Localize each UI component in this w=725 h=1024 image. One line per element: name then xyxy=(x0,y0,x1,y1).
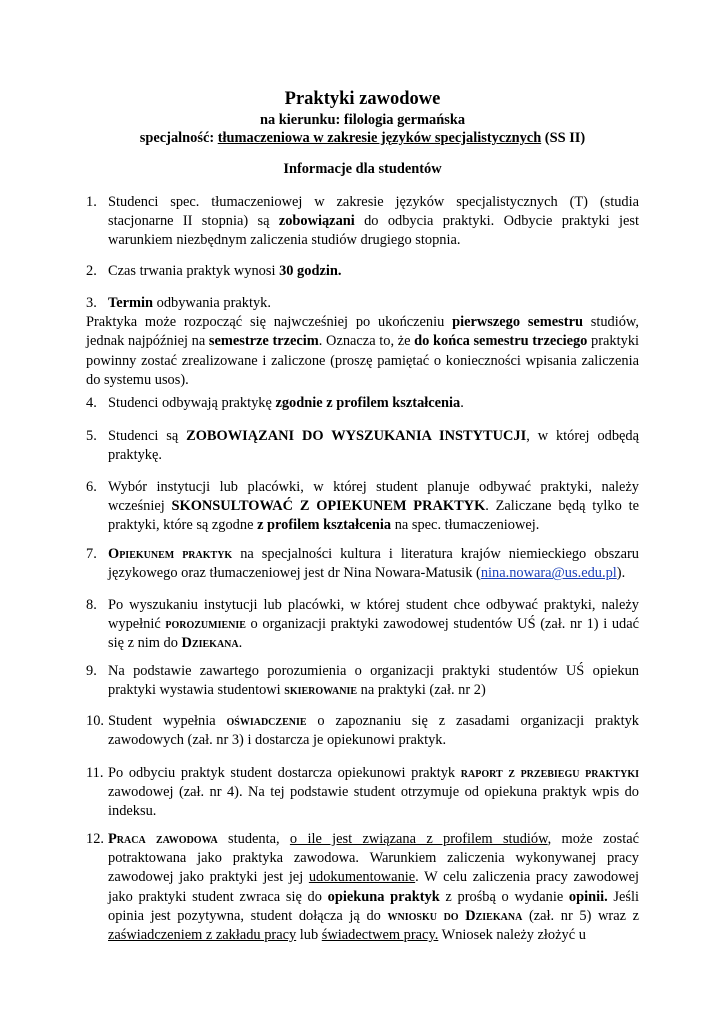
item-text xyxy=(108,545,639,583)
text-run: 30 godzin. xyxy=(279,263,342,279)
text-run: Jeśli opinia jest pozytywna, student dołącza ją do xyxy=(108,888,640,924)
item-number: 6. xyxy=(86,479,97,495)
list-item xyxy=(86,830,639,945)
item-text xyxy=(108,427,639,465)
text-run: Wniosek należy złożyć u xyxy=(438,927,586,944)
item-text xyxy=(108,764,639,822)
text-run: , w której odbędą praktykę. xyxy=(108,428,640,464)
item-number: 3. xyxy=(86,295,97,311)
item-text xyxy=(108,394,639,413)
text-run: . Oznacza to, że xyxy=(318,333,415,350)
text-run: odbywania praktyk. xyxy=(153,295,271,311)
specialization-prefix: specjalność: xyxy=(139,130,218,146)
item-heading xyxy=(86,294,639,313)
text-run: . W celu zaliczenia pracy zawodowej jako praktyki student zwraca się do xyxy=(108,869,639,905)
text-run: Opiekunem praktyk xyxy=(108,546,233,562)
text-run: opiekuna praktyk xyxy=(327,888,440,905)
text-run: Student wypełnia xyxy=(108,713,227,729)
text-run: lub xyxy=(296,927,322,944)
item-text xyxy=(108,193,639,251)
text-run: ZOBOWIĄZANI DO WYSZUKANIA INSTYTUCJI xyxy=(186,428,527,444)
item-number: 4. xyxy=(86,395,97,411)
text-run: skierowanie xyxy=(284,682,358,699)
item-text xyxy=(108,830,639,945)
text-run: wniosku do Dziekana xyxy=(387,907,523,924)
item-number: 11. xyxy=(86,765,104,781)
text-run: zobowiązani xyxy=(278,213,355,230)
list-item xyxy=(86,596,639,654)
list-item xyxy=(86,478,639,536)
text-run: Dziekana xyxy=(181,635,239,652)
text-run: . xyxy=(238,635,243,652)
item-number: 2. xyxy=(86,263,97,279)
text-run: semestrze trzecim xyxy=(208,333,319,350)
item-text xyxy=(108,712,639,750)
text-run: zawodowej (zał. nr 4). Na tej podstawie student otrzymuje od opiekuna praktyk wpis do indeksu. xyxy=(108,784,639,820)
text-run: Praktyka może rozpocząć się najwcześniej po ukończeniu xyxy=(86,314,453,331)
text-run: na spec. tłumaczeniowej. xyxy=(391,517,540,534)
text-run: Praca zawodowa xyxy=(108,831,218,847)
item-text xyxy=(108,478,639,536)
text-run: do odbycia praktyki. Odbycie praktyki jest warunkiem niezbędnym zaliczenia studiów drugiego stopnia. xyxy=(108,213,639,249)
list-item xyxy=(86,193,639,251)
text-run: studiów, jednak najpóźniej na xyxy=(86,314,639,350)
item-text xyxy=(108,662,639,700)
text-run: Wybór instytucji lub placówki, w której student planuje odbywać praktyki, należy wcześniej xyxy=(108,479,639,515)
specialization-suffix: (SS II) xyxy=(541,130,586,146)
text-run: Termin xyxy=(108,295,154,311)
item-number: 7. xyxy=(86,546,97,562)
list-item xyxy=(86,394,639,413)
text-run: SKONSULTOWAĆ Z OPIEKUNEM PRAKTYK xyxy=(171,498,486,515)
specialization-name: tłumaczeniowa w zakresie języków specjalistycznych xyxy=(217,130,542,146)
text-run: (zał. nr 5) wraz z xyxy=(522,907,639,924)
list-item xyxy=(86,262,639,281)
text-run: świadectwem pracy. xyxy=(321,927,439,944)
text-run: oświadczenie xyxy=(226,713,307,729)
text-run: . Zaliczane będą tylko te praktyki, które są zgodne xyxy=(108,498,639,534)
email-link[interactable]: nina.nowara@us.edu.pl xyxy=(480,565,617,582)
item-text xyxy=(108,262,639,281)
text-run: studenta, xyxy=(217,831,290,847)
text-run: porozumienie xyxy=(165,616,246,633)
item-number: 10. xyxy=(86,713,104,729)
item-number: 9. xyxy=(86,663,97,679)
list-item xyxy=(86,662,639,700)
item-number: 1. xyxy=(86,194,97,210)
list-item xyxy=(86,764,639,822)
text-run: na specjalności kultura i literatura krajów niemieckiego obszaru językowego oraz tłumaczeniowej jest dr Nina Nowara-Matusik ( xyxy=(108,546,640,582)
text-run: zaświadczeniem z zakładu pracy xyxy=(108,927,297,944)
text-run: do końca semestru trzeciego xyxy=(414,333,588,350)
text-run: Czas trwania praktyk wynosi xyxy=(108,263,280,279)
text-run: Po odbyciu praktyk student dostarcza opiekunowi praktyk xyxy=(108,765,461,781)
text-run: pierwszego semestru xyxy=(452,314,583,331)
text-run: Studenci spec. tłumaczeniowej w zakresie języków specjalistycznych (T) (studia stacjonarne II stopnia) są xyxy=(108,194,639,230)
list-item xyxy=(86,294,639,390)
text-run: o ile jest związana z profilem studiów xyxy=(289,831,548,847)
page-title: Praktyki zawodowe xyxy=(284,89,441,109)
text-run: o organizacji praktyki zawodowej studentów UŚ (zał. nr 1) i udać się z nim do xyxy=(108,616,639,652)
text-run: z prośbą o wydanie xyxy=(439,888,569,905)
text-run: o zapoznaniu się z zasadami organizacji praktyk zawodowych (zał. nr 3) i dostarcza je opiekunowi praktyk. xyxy=(108,713,639,749)
text-run: zgodnie z profilem kształcenia xyxy=(275,395,461,411)
text-run: Po wyszukaniu instytucji lub placówki, w której student chce odbywać praktyki, należy wypełnić xyxy=(108,597,639,633)
field-of-study: na kierunku: filologia germańska xyxy=(259,112,466,128)
text-run: opinii. xyxy=(568,888,608,905)
text-run: ). xyxy=(616,565,626,582)
item-number: 12. xyxy=(86,831,104,847)
text-run: , może zostać potraktowana jako praktyka zawodowa. Warunkiem zaliczenia wykonywanej pracy zawodowej jako praktyki jest jej xyxy=(108,831,639,886)
text-run: udokumentowanie xyxy=(308,869,416,886)
text-run: praktyki powinny zostać zrealizowane i zaliczone (proszę pamiętać o konieczności wpisania zaliczenia do systemu usos). xyxy=(86,333,640,388)
text-run: Na podstawie zawartego porozumienia o organizacji praktyki studentów UŚ opiekun praktyki wystawia studentowi xyxy=(108,663,639,699)
item-text xyxy=(86,313,639,390)
specialization xyxy=(0,129,725,147)
text-run: Studenci odbywają praktykę xyxy=(108,395,276,411)
list-item xyxy=(86,712,639,750)
text-run: . xyxy=(460,395,464,411)
item-heading-text xyxy=(108,294,639,313)
text-run: raport z przebiegu praktyki xyxy=(460,765,639,781)
list-item xyxy=(86,545,639,583)
text-run: na praktyki (zał. nr 2) xyxy=(357,682,486,699)
text-run: Studenci są xyxy=(108,428,187,444)
text-run: z profilem kształcenia xyxy=(257,517,392,534)
info-heading: Informacje dla studentów xyxy=(283,161,442,177)
item-number: 5. xyxy=(86,428,97,444)
item-text xyxy=(108,596,639,654)
item-number: 8. xyxy=(86,597,97,613)
list-item xyxy=(86,427,639,465)
